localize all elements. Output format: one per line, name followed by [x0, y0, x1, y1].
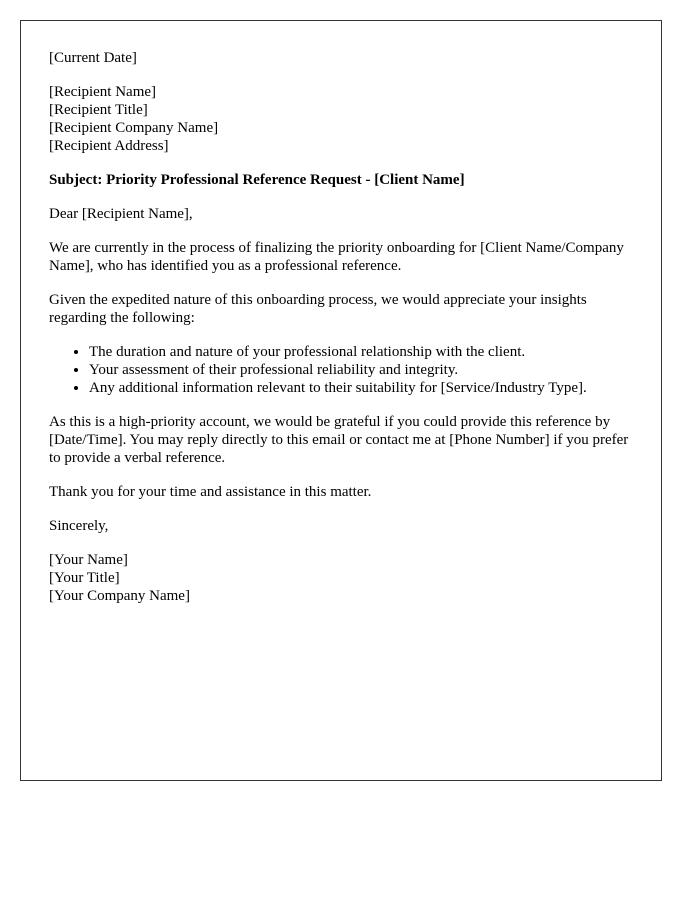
- intro-paragraph: We are currently in the process of finalizing the priority onboarding for [Client Name/Company Name], who has identified you as a professional reference.: [49, 240, 624, 274]
- recipient-name: [Recipient Name]: [49, 84, 157, 100]
- recipient-title: [Recipient Title]: [49, 102, 148, 118]
- list-item: • Your assessment of their professional reliability and integrity.: [89, 361, 633, 379]
- signature-block: [49, 551, 633, 605]
- recipient-block: [49, 83, 633, 155]
- recipient-address: [Recipient Address]: [49, 138, 169, 154]
- sender-company: [Your Company Name]: [49, 588, 190, 604]
- closing: Sincerely,: [49, 518, 109, 534]
- thanks-paragraph: Thank you for your time and assistance in this matter.: [49, 484, 372, 500]
- sender-title: [Your Title]: [49, 570, 120, 586]
- request-paragraph: Given the expedited nature of this onboarding process, we would appreciate your insights regarding the following:: [49, 292, 587, 326]
- deadline-paragraph: As this is a high-priority account, we would be grateful if you could provide this reference by [Date/Time]. You may reply directly to this email or contact me at [Phone Number] if you prefer to provide a verbal reference.: [49, 414, 629, 466]
- recipient-company: [Recipient Company Name]: [49, 120, 219, 136]
- letter: [20, 20, 662, 781]
- list-item: • Any additional information relevant to their suitability for [Service/Industry Type].: [89, 379, 633, 397]
- list-item: • The duration and nature of your professional relationship with the client.: [89, 343, 633, 361]
- date: [Current Date]: [49, 50, 137, 66]
- sender-name: [Your Name]: [49, 552, 128, 568]
- request-list: [49, 343, 633, 397]
- subject-line: Subject: Priority Professional Reference Request - [Client Name]: [49, 172, 465, 188]
- salutation: Dear [Recipient Name],: [49, 206, 193, 222]
